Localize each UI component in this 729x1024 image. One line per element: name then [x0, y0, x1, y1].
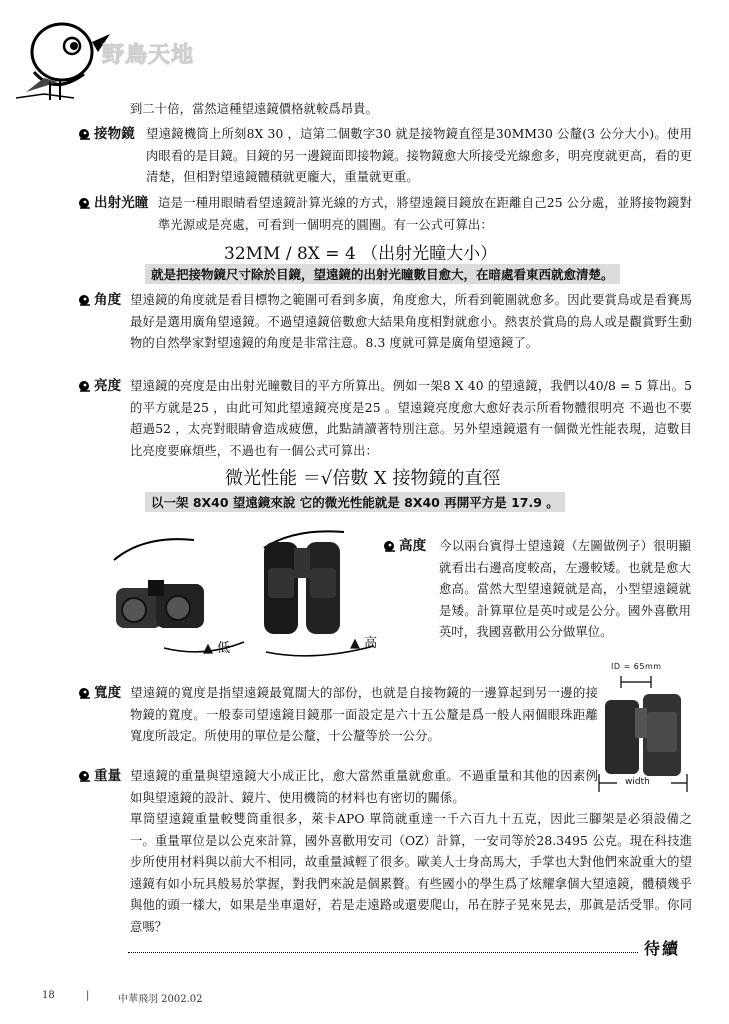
section-width — [78, 683, 598, 748]
section-heading: 出射光瞳 — [94, 195, 149, 211]
section-text: 這是一種用眼睛看望遠鏡計算光線的方式，將望遠鏡目鏡放在距離自己25 公分處，並將接物鏡對準光源或是亮處，可看到一個明亮的圓圈。有一公式可算出： — [158, 196, 692, 232]
bird-bullet-icon — [78, 293, 91, 306]
bird-bullet-icon — [78, 686, 91, 699]
section-angle — [78, 290, 692, 355]
section-heading: 接物鏡 — [94, 126, 135, 142]
section-text: 望遠鏡的亮度是由出射光瞳數目的平方所算出。例如一架8 X 40 的望遠鏡，我們以40/8 = 5 算出。5 的平方就是25 ，由此可知此望遠鏡亮度是25 。望遠鏡亮度愈大愈好表示所看物體很明亮 不過也不要超過52 ，太亮對眼睛會造成疲憊，此點請讀著特別注意。另外望遠鏡還有一個微光性能表現，這數目比亮度要麻煩些，不過也有一個公式可算出： — [130, 379, 692, 458]
section-text: 望遠鏡機筒上所刻8X 30 ，這第二個數字30 就是接物鏡直徑是30MM30 公釐(3 公分大小)。使用肉眼看的是目鏡。目鏡的另一邊鏡面即接物鏡。接物鏡愈大所接受光線愈多，明亮度就更高，看的更清楚，但相對望遠鏡體積就更龐大，重量就更重。 — [146, 127, 692, 185]
caption-high: ▲ 高 — [350, 636, 378, 651]
page-number: 18 — [42, 990, 55, 1001]
exit-pupil-formula: 32MM / 8X = 4 （出射光瞳大小） — [224, 244, 498, 264]
section-weight — [78, 766, 598, 809]
id-65mm-label: ID = 65mm — [611, 662, 662, 671]
dotted-rule — [128, 952, 638, 953]
section-title-logo: 野鳥天地 — [102, 43, 195, 68]
section-heading: 寬度 — [94, 685, 122, 701]
section-heading: 重量 — [94, 768, 122, 784]
caption-low: ▲ 低 — [203, 641, 231, 656]
small-binocular-image — [104, 530, 254, 660]
section-heading: 角度 — [94, 292, 122, 308]
section-exit-pupil — [78, 193, 692, 236]
bird-bullet-icon — [383, 539, 396, 552]
exit-pupil-note: 就是把接物鏡尺寸除於目鏡，望遠鏡的出射光瞳數目愈大，在暗處看東西就愈清楚。 — [145, 264, 620, 284]
width-label: width — [625, 777, 650, 787]
section-heading: 亮度 — [94, 378, 122, 394]
to-be-continued: 待續 — [644, 939, 681, 958]
section-objective — [78, 124, 692, 189]
section-text: 望遠鏡的重量與望遠鏡大小成正比，愈大當然重量就愈重。不過重量和其他的因素例如與望遠鏡的設計、鏡片、使用機筒的材料也有密切的關係。 — [130, 769, 598, 805]
bird-bullet-icon — [78, 127, 91, 140]
bird-bullet-icon — [78, 769, 91, 782]
brightness-note: 以一架 8X40 望遠鏡來說 它的微光性能就是 8X40 再開平方是 17.9 。 — [145, 492, 565, 512]
brightness-formula: 微光性能 ＝√倍數 X 接物鏡的直徑 — [225, 468, 501, 489]
publication-name: 中華飛羽 2002.02 — [118, 994, 203, 1005]
weight-text-continued: 單筒望遠鏡重量較雙筒重很多，萊卡APO 單筒就重達一千六百九十五克，因此三腳架是必須設備之一。重量單位是以公克來計算，國外喜歡用安司（OZ）計算，一安司等於28.3495 公克。現在科技進步所使用材料與以前大不相同，故重量減輕了很多。歐美人士身高馬大，手掌也大對他們來說重大的望遠鏡有如小玩具般易於掌握，對我們來說是個累贅。有些國小的學生爲了炫耀拿個大望遠鏡，體積幾乎與他的頭一樣大，如果是坐車還好，若是走遠路或還要爬山，吊在脖子晃來晃去，那眞是活受罪。你同意嗎？ — [130, 812, 692, 934]
section-brightness — [78, 376, 692, 462]
section-text: 望遠鏡的寬度是指望遠鏡最寬闊大的部份，也就是自接物鏡的一邊算起到另一邊的接物鏡的寬度。一般泰司望遠鏡目鏡那一面設定是六十五公釐是爲一般人兩個眼珠距離寬度所設定。所使用的單位是公釐，十公釐等於一公分。 — [130, 686, 598, 744]
section-text: 今以兩台賓得士望遠鏡（左圖做例子）很明顯就看出右邊高度較高，左邊較矮。也就是愈大愈高。當然大型望遠鏡就是高，小型望遠鏡就是矮。計算單位是英吋或是公分。國外喜歡用英吋，我國喜歡用公分做單位。 — [439, 539, 691, 640]
section-height — [383, 536, 691, 644]
bird-bullet-icon — [78, 379, 91, 392]
section-text: 望遠鏡的角度就是看目標物之範圍可看到多廣，角度愈大，所看到範圍就愈多。因此要賞鳥或是看賽馬最好是選用廣角望遠鏡。不過望遠鏡倍數愈大結果角度相對就愈小。熱衷於賞鳥的鳥人或是觀賞野生動物的自然學家對望遠鏡的角度是非常注意。8.3 度就可算是廣角望遠鏡了。 — [130, 293, 692, 351]
footer-separator: | — [86, 990, 90, 1001]
bird-bullet-icon — [78, 196, 91, 209]
section-heading: 高度 — [399, 538, 427, 554]
intro-line: 到二十倍，當然這種望遠鏡價格就較爲昂貴。 — [130, 102, 378, 116]
